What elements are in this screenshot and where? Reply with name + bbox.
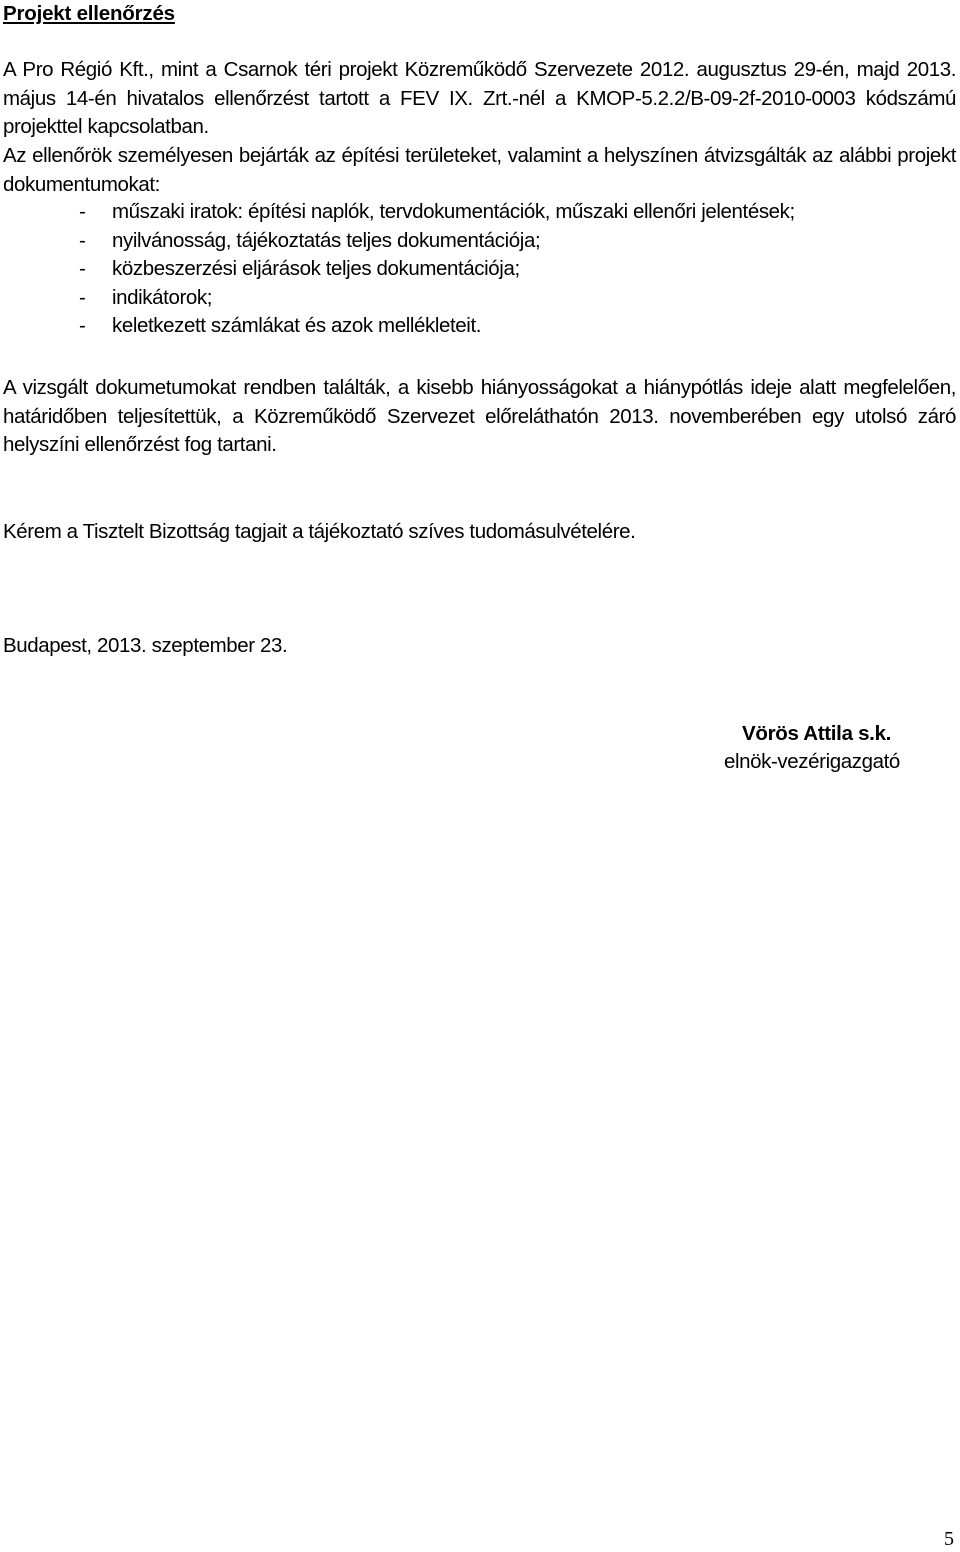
list-item-text: nyilvánosság, tájékoztatás teljes dokumentációja; — [112, 228, 541, 252]
section-heading: Projekt ellenőrzés — [3, 2, 175, 25]
signatory-name: Vörös Attila s.k. — [742, 722, 892, 745]
paragraph-inspection-result: A vizsgált dokumetumokat rendben találták, a kisebb hiányosságokat a hiánypótlás ideje alatt megfelelően, határidőben teljesítettük, a Közreműködő Szervezet előreláthatón 2013. novemberében egy utolsó záró helyszíni ellenőrzést fog tartani. — [3, 376, 956, 456]
list-dash: - — [79, 228, 86, 252]
list-item-text: indikátorok; — [112, 285, 213, 309]
list-dash: - — [79, 285, 86, 309]
signatory-title: elnök-vezérigazgató — [724, 750, 900, 773]
list-dash: - — [79, 314, 86, 337]
page-number: 5 — [944, 1528, 954, 1550]
list-item-text: közbeszerzési eljárások teljes dokumentációja; — [112, 257, 520, 280]
paragraph-inspection-intro: A Pro Régió Kft., mint a Csarnok téri projekt Közreműködő Szervezete 2012. augusztus 29-én, majd 2013. május 14-én hivatalos ellenőrzést tartott a FEV IX. Zrt.-nél a KMOP-5.2.2/B-09-2f-2010-0003 kódszámú projekttel kapcsolatban. — [3, 58, 956, 138]
paragraph-request: Kérem a Tisztelt Bizottság tagjait a tájékoztató szíves tudomásulvételére. — [3, 520, 636, 543]
list-dash: - — [79, 200, 86, 223]
place-date: Budapest, 2013. szeptember 23. — [3, 634, 288, 657]
list-dash: - — [79, 257, 86, 280]
list-item-text: műszaki iratok: építési naplók, tervdokumentációk, műszaki ellenőri jelentések; — [112, 200, 795, 223]
paragraph-inspection-scope: Az ellenőrök személyesen bejárták az építési területeket, valamint a helyszínen átvizsgálták az alábbi projekt dokumentumokat: — [3, 144, 956, 196]
list-item-text: keletkezett számlákat és azok mellékleteit. — [112, 314, 482, 337]
